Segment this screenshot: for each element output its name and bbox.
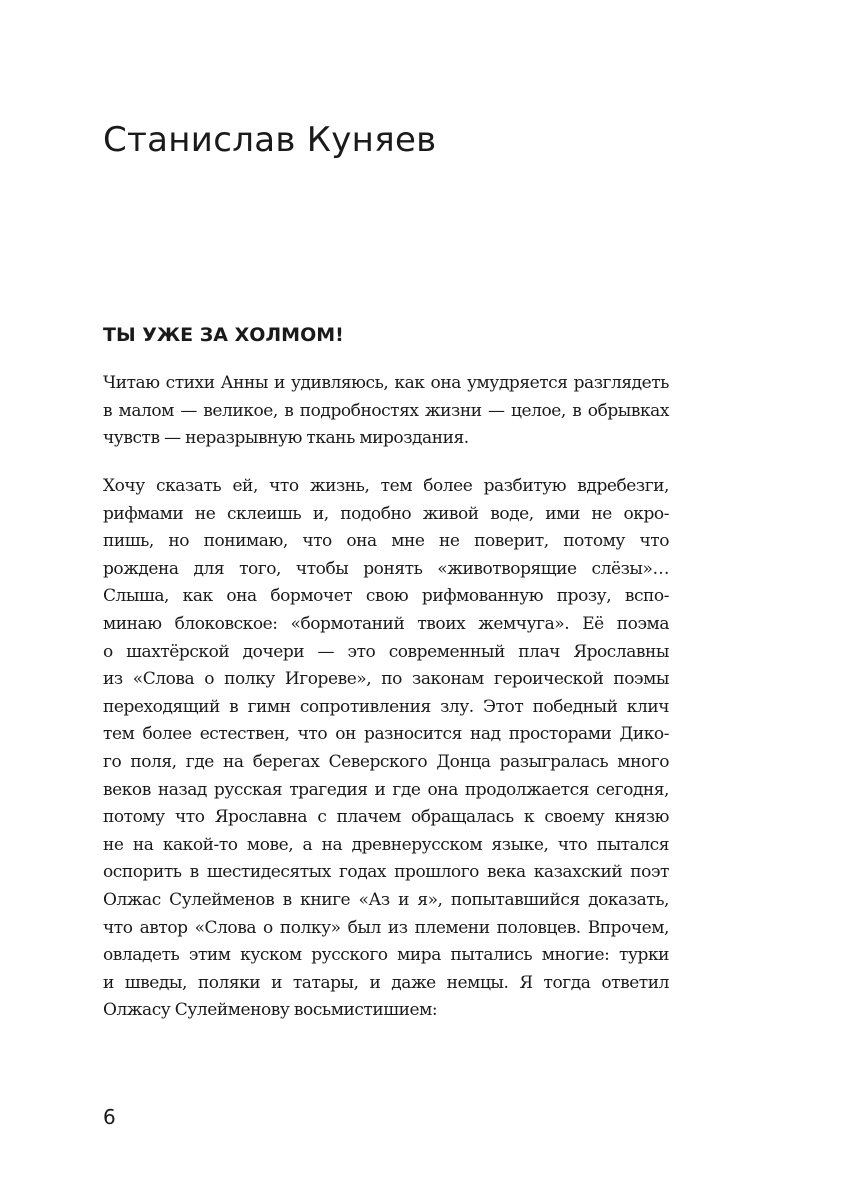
text-line: переходящий в гимн сопротивления злу. Этот победный клич (103, 696, 669, 717)
text-line: рифмами не склеишь и, подобно живой воде, ими не окро- (103, 503, 669, 524)
text-line: оспорить в шестидесятых годах прошлого века казахский поэт (103, 862, 669, 883)
text-line: го поля, где на берегах Северского Донца разыгралась много (103, 751, 669, 772)
text-line: о шахтёрской дочери — это современный плач Ярославны (103, 641, 669, 662)
text-line: овладеть этим куском русского мира пытались многие: турки (103, 945, 669, 966)
paragraph-1 (103, 370, 669, 453)
section-title: ТЫ УЖЕ ЗА ХОЛМОМ! (103, 324, 344, 346)
paragraph-2 (103, 473, 669, 1025)
text-line: что автор «Слова о полку» был из племени половцев. Впрочем, (103, 917, 669, 938)
author-name: Станислав Куняев (103, 120, 437, 160)
text-line: минаю блоковское: «бормотаний твоих жемчуга». Её поэма (103, 613, 669, 634)
text-line: из «Слова о полку Игореве», по законам героической поэмы (103, 669, 669, 690)
text-line: Олжасу Сулейменову восьмистишием: (103, 1000, 438, 1021)
text-line: веков назад русская трагедия и где она продолжается сегодня, (103, 779, 669, 800)
text-line: и шведы, поляки и татары, и даже немцы. Я тогда ответил (103, 972, 669, 993)
text-line: Олжас Сулейменов в книге «Аз и я», попытавшийся доказать, (103, 889, 669, 910)
text-line: пишь, но понимаю, что она мне не поверит, потому что (103, 531, 669, 552)
text-line: чувств — неразрывную ткань мироздания. (103, 428, 469, 449)
text-line: Слыша, как она бормочет свою рифмованную прозу, вспо- (103, 586, 669, 607)
text-line: Читаю стихи Анны и удивляюсь, как она умудряется разглядеть (103, 373, 669, 393)
text-line: не на какой-то мове, а на древнерусском языке, что пытался (103, 834, 669, 855)
text-line: потому что Ярославна с плачем обращалась к своему князю (103, 807, 669, 828)
page-number: 6 (103, 1105, 116, 1129)
text-line: Хочу сказать ей, что жизнь, тем более разбитую вдребезги, (103, 476, 669, 496)
text-line: в малом — великое, в подробностях жизни — целое, в обрывках (103, 400, 669, 421)
text-line: тем более естествен, что он разносится над просторами Дико- (103, 724, 669, 745)
text-line: рождена для того, чтобы ронять «животворящие слёзы»… (103, 558, 669, 579)
